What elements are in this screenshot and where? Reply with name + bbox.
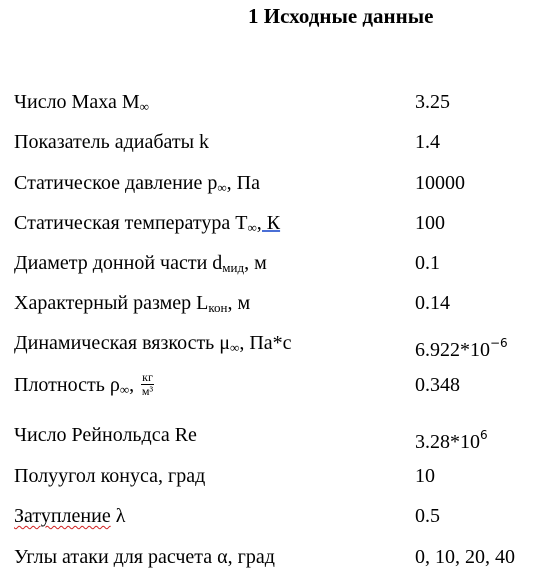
unit-fraction: $\frac{кг}{\text{м³}}$ bbox=[141, 370, 154, 398]
row-value: 10 bbox=[415, 465, 435, 487]
row-label: Углы атаки для расчета α, град bbox=[14, 546, 275, 568]
row-value: 0.14 bbox=[415, 292, 450, 314]
row-value: 0.348 bbox=[415, 374, 460, 396]
row-label: Плотность $\rho_\infty$, $\frac{кг}{\text{м³}}$ bbox=[14, 370, 154, 398]
row-value: 3.25 bbox=[415, 91, 450, 113]
row-label: Статическое давление $p_\infty$, Па bbox=[14, 172, 260, 195]
row-label: Показатель адиабаты k bbox=[14, 131, 210, 153]
row-label: Характерный размер $L_{кон}$, м bbox=[14, 292, 251, 315]
row-label: Статическая температура $T_\infty$, К bbox=[14, 212, 281, 235]
row-label: Число Рейнольдса Re bbox=[14, 424, 197, 446]
row-value: 0.5 bbox=[415, 505, 440, 527]
table-row bbox=[0, 504, 558, 534]
row-value: $6.922*10^{-6}$ bbox=[415, 336, 508, 361]
row-value: 0.1 bbox=[415, 252, 440, 274]
row-value: 0, 10, 20, 40 bbox=[415, 546, 515, 568]
row-value: 100 bbox=[415, 212, 445, 234]
table-row bbox=[0, 545, 558, 575]
page-title: 1 Исходные данные bbox=[248, 4, 434, 28]
table-row bbox=[0, 251, 558, 281]
table-row bbox=[0, 171, 558, 201]
row-label: Диаметр донной части $d_{мид}$, м bbox=[14, 252, 267, 275]
row-value: $3.28*10^6$ bbox=[415, 428, 488, 453]
row-value: 10000 bbox=[415, 172, 465, 194]
table-row bbox=[0, 331, 558, 361]
table-row bbox=[0, 464, 558, 494]
table-row bbox=[0, 211, 558, 241]
row-label: Число Маха $M_\infty$ bbox=[14, 91, 149, 114]
row-value: 1.4 bbox=[415, 131, 440, 153]
table-row bbox=[0, 130, 558, 160]
table-row bbox=[0, 291, 558, 321]
row-label: Динамическая вязкость $\mu_\infty$, Па*с bbox=[14, 332, 292, 355]
table-row bbox=[0, 423, 558, 453]
row-label: Полуугол конуса, град bbox=[14, 465, 206, 487]
table-row bbox=[0, 90, 558, 120]
table-row bbox=[0, 370, 558, 413]
row-label: Затупление λ bbox=[14, 505, 126, 527]
